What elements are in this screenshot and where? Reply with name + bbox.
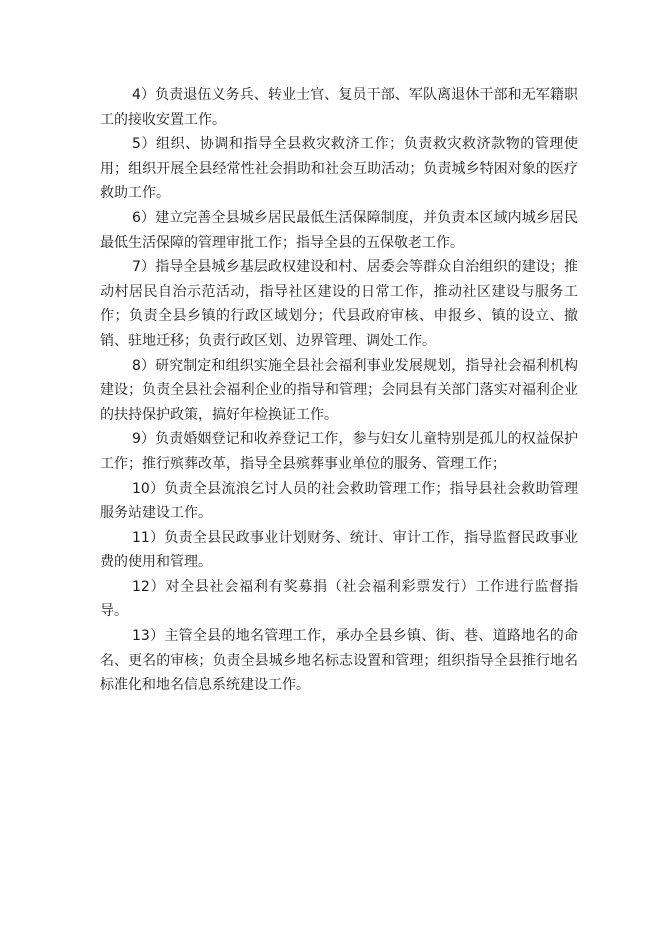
paragraph-item-7: 7）指导全县城乡基层政权建设和村、居委会等群众自治组织的建设；推动村居民自治示范活动，指导社区建设的日常工作，推动社区建设与服务工作；负责全县乡镇的行政区域划分；代县政府审核、申报乡、镇的设立、撤销、驻地迁移；负责行政区划、边界管理、调处工作。: [100, 259, 578, 349]
paragraph-item-11: 11）负责全县民政事业计划财务、统计、审计工作，指导监督民政事业费的使用和管理。: [100, 529, 578, 571]
paragraph-item-10: 10）负责全县流浪乞讨人员的社会救助管理工作；指导县社会救助管理服务站建设工作。: [100, 480, 578, 522]
paragraph-item-13: 13）主管全县的地名管理工作，承办全县乡镇、街、巷、道路地名的命名、更名的审核；负责全县城乡地名标志设置和管理；组织指导全县推行地名标准化和地名信息系统建设工作。: [100, 628, 578, 694]
paragraph-item-5: 5）组织、协调和指导全县救灾救济工作；负责救灾救济款物的管理使用；组织开展全县经常性社会捐助和社会互助活动；负责城乡特困对象的医疗救助工作。: [100, 136, 578, 202]
paragraph-item-8: 8）研究制定和组织实施全县社会福利事业发展规划，指导社会福利机构建设；负责全县社会福利企业的指导和管理；会同县有关部门落实对福利企业的扶持保护政策，搞好年检换证工作。: [100, 357, 578, 423]
document-body: [100, 83, 578, 698]
paragraph-item-12: 12）对全县社会福利有奖募捐（社会福利彩票发行）工作进行监督指导。: [100, 578, 578, 620]
paragraph-item-4: 4）负责退伍义务兵、转业士官、复员干部、军队离退休干部和无军籍职工的接收安置工作。: [100, 87, 578, 128]
paragraph-item-6: 6）建立完善全县城乡居民最低生活保障制度，并负责本区域内城乡居民最低生活保障的管理审批工作；指导全县的五保敬老工作。: [100, 209, 578, 251]
paragraph-item-9: 9）负责婚姻登记和收养登记工作，参与妇女儿童特别是孤儿的权益保护工作；推行殡葬改革，指导全县殡葬事业单位的服务、管理工作；: [100, 431, 578, 472]
